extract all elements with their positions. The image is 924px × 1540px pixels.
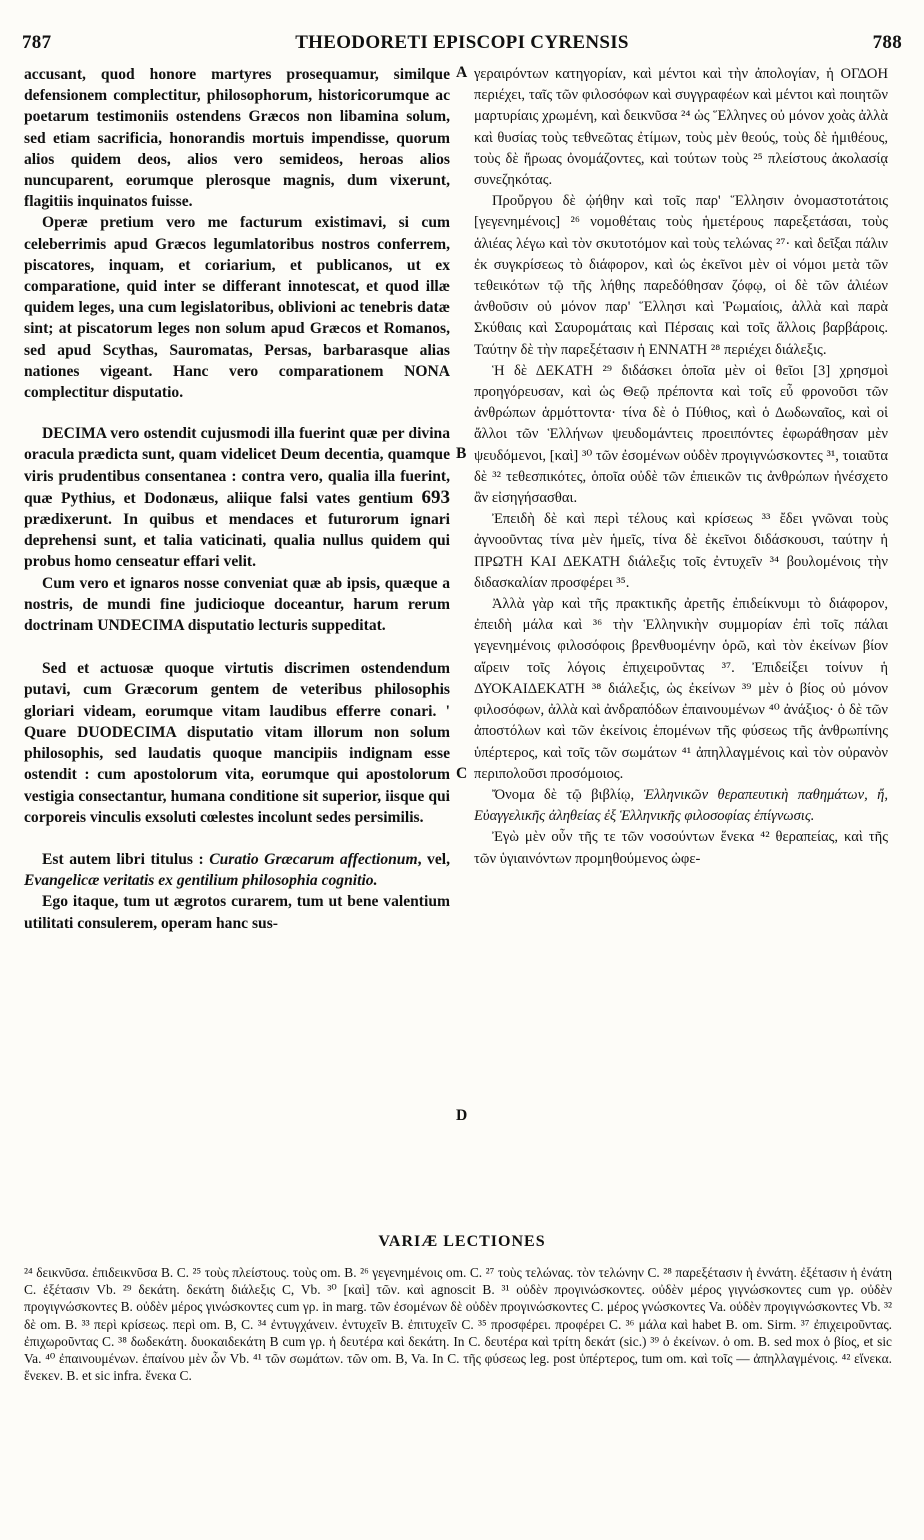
- latin-column: [24, 64, 450, 934]
- latin-paragraph: Sed et actuosæ quoque virtutis discrimen ostendendum putavi, cum Græcorum gentem de veteribus philosophis gloriari videam, eorumque vitam laudibus efferre conari. ' Quare DUODECIMA disputatio vitam illorum non solum philosophis, sed laudatis quoque mancipiis indignam esse ostendit : cum apostolorum vita, eorumque qui apostolorum vestigia consectantur, humana conditione sit superior, iisque qui corporeis vinculis exsoluti cœlestes incolunt sedes persimilis.: [24, 660, 450, 826]
- margin-marker-c: C: [456, 765, 468, 782]
- latin-text: , vel,: [417, 850, 450, 868]
- greek-paragraph: Ἐπειδὴ δὲ καὶ περὶ τέλους καὶ κρίσεως ³³ ἔδει γνῶναι τοὺς ἀγνοοῦντας τίνα μὲν ἡμεῖς, τίνα δὲ ἐκεῖνοι διδάσκουσι, ταύτην ἡ ΠΡΩΤΗ ΚΑΙ ΔΕΚΑΤΗ διάλεξις τοῖς ἐντυχεῖν ³⁴ βουλομένοις τὴν διδασκαλίαν προσφέρει ³⁵.: [474, 511, 888, 591]
- running-title: THEODORETI EPISCOPI CYRENSIS: [295, 32, 629, 53]
- latin-paragraph: Ego itaque, tum ut ægrotos curarem, tum ut bene valentium utilitati consulerem, operam hanc sus-: [24, 893, 450, 932]
- latin-paragraph: Cum vero et ignaros nosse conveniat quæ ab ipsis, quæque a nostris, de mundi fine judicioque doceantur, harum rerum doctrinam UNDECIMA disputatio lecturis suppeditat.: [24, 574, 450, 635]
- latin-text: DECIMA vero ostendit cujusmodi illa fuerint quæ per divina oracula prædicta sunt, quam videlicet Deum decentia, quamque viris prudentibus consentanea : contra vero, qualia illa fuerint, quæ Pythius, et Dodonæus, aliique falsi vates gentium: [24, 425, 450, 507]
- margin-marker-a: A: [456, 64, 468, 81]
- page-number-right: 788: [872, 32, 902, 53]
- column-number: 693: [421, 486, 450, 508]
- running-header: [22, 32, 902, 60]
- latin-paragraph: [24, 849, 450, 891]
- variae-lectiones-heading: VARIÆ LECTIONES: [378, 1233, 546, 1250]
- greek-paragraph: Ἡ δὲ ΔΕΚΑΤΗ ²⁹ διδάσκει ὁποῖα μὲν οἱ θεῖοι [3] χρησμοὶ προηγόρευσαν, καὶ ὡς Θεῷ πρέποντα καὶ τοῖς εὖ φρονοῦσι τῶν ἀνθρώπων ἁρμόττοντα· τίνα δὲ ὁ Πύθιος, καὶ ὁ Δωδωναῖος, καὶ οἱ ἄλλοι τῶν Ἑλλήνων ψευδομάντεις προειπόντες ἐφωράθησαν μὲν ψευδόμενοι, [καὶ] ³⁰ τῶν ἐσομένων οὐδὲν προγιγνώσκοντες ³¹, τοιαῦτα δὲ ³² τεθεσπικότες, ὁποῖα οὐδὲ τῶν ἐπιεικῶν τις ἀνθρώπων ἠνέσχετο ἂν εἰσηγήσασθαι.: [474, 362, 888, 507]
- page-number-left: 787: [22, 32, 52, 53]
- greek-text: Ὄνομα δὲ τῷ βιβλίῳ,: [492, 786, 644, 803]
- greek-paragraph: γεραιρόντων κατηγορίαν, καὶ μέντοι καὶ τὴν ἀπολογίαν, ἡ ΟΓΔΟΗ περιέχει, ταῖς τῶν φιλοσόφων καὶ συγγραφέων καὶ μέντοι καὶ ποιητῶν μαρτυρίαις χρωμένη, καὶ δεικνῦσα ²⁴ ὡς Ἕλληνες οὐ μόνον χοὰς ἀλλὰ καὶ θυσίας τοὺς τεθνεῶτας ἐτίμων, τοὺς μὲν θεούς, τοὺς δὲ ἡμιθέους, τοὺς δὲ ἥρωας ὀνομάζοντες, καὶ τούτων τοὺς ²⁵ πλείστους ἀκολασίᾳ συνεζηκότας.: [474, 66, 888, 189]
- book-title-greek: Ἑλληνικῶν θεραπευτικὴ παθημάτων, ἤ, Εὐαγγελικῆς ἀληθείας ἐξ Ἑλληνικῆς φιλοσοφίας ἐπίγνωσις.: [474, 786, 888, 825]
- greek-column: [474, 64, 888, 870]
- latin-text: prædixerunt. In quibus et mendaces et futurorum ignari deprehensi sunt, et talia vaticinati, qualia nullus quidem qui probus homo censeatur effari velit.: [24, 511, 450, 571]
- greek-paragraph: [474, 785, 888, 827]
- margin-marker-d: D: [456, 1107, 468, 1124]
- greek-paragraph: Ἐγὼ μὲν οὖν τῆς τε τῶν νοσούντων ἕνεκα ⁴² θεραπείας, καὶ τῆς τῶν ὑγιαινόντων προμηθούμενος ὠφε-: [474, 829, 888, 867]
- variae-lectiones-notes: ²⁴ δεικνῦσα. ἐπιδεικνῦσα B. C. ²⁵ τοὺς πλείστους. τοὺς om. B. ²⁶ γεγενημένοις om. C. ²⁷ τοὺς τελώνας. τὸν τελώνην C. ²⁸ παρεξέτασιν ἡ ἐννάτη. ἐξέτασιν ἡ ἐνάτη C. ἐξέτασιν Vb. ²⁹ δεκάτη. δεκάτη διάλεξις C, Vb. ³⁰ [καὶ] τῶν. καὶ agnoscit B. ³¹ οὐδὲν προγινώσκοντες. οὐδὲν μέρος γιγνώσκοντες cum γρ. οὐδὲν προγιγνώσκοντες B. οὐδὲν μέρος γινώσκοντες cum γρ. in marg. τῶν ἐσομένων δὲ οὐδὲν προγινώσκοντες C. μέρος γνώσκοντες Va. οὐδὲν προγιγνώσκοντες Vb. ³² δὲ om. B. ³³ περὶ κρίσεως. περὶ om. B, C. ³⁴ ἐντυγχάνειν. ἐντυχεῖν B. ἐπιτυχεῖν C. ³⁵ προσφέρει. προφέρει C. ³⁶ μάλα καὶ habet B. om. Sirm. ³⁷ ἐπιχειροῦντας. ἐπιχωροῦντας C. ³⁸ δωδεκάτη. δυοκαιδεκάτη B cum γρ. ἡ δευτέρα καὶ δεκάτη. In C. δευτέρα καὶ τρίτη δεκάτ (sic.) ³⁹ ὁ ἐκείνων. ὁ om. B. sed mox ὁ βίος, et sic Va. ⁴⁰ ἐπαινουμένων. ἐπαίνου μὲν ὧν Vb. ⁴¹ τῶν σωμάτων. τῶν om. B, Va. In C. τῆς φύσεως leg. post ὑπέρτερος, tum om. καὶ τοῖς — ἀπηλλαγμένοις. ⁴² εἵνεκα. ἕνεκεν. B. et sic infra. ἕνεκα C.: [24, 1265, 892, 1384]
- latin-text: Est autem libri titulus :: [42, 850, 210, 868]
- book-title-latin: Curatio Græcarum affectionum: [209, 850, 418, 868]
- greek-paragraph: Προὔργου δὲ ᾠήθην καὶ τοῖς παρ' Ἕλλησιν ὀνομαστοτάτοις [γεγενημένοις] ²⁶ νομοθέταις τοὺς ἡμετέρους παρεξετάσαι, τοὺς ἁλιέας λέγω καὶ τὸν σκυτοτόμον καὶ τοὺς τελώνας ²⁷· καὶ δεῖξαι πάλιν ἐκ συγκρίσεως τὸ διάφορον, καὶ ὡς ἐκεῖνοι μὲν οἱ νόμοι μετὰ τῶν τεθεικότων τῷ τῆς λήθης παρεδόθησαν ζόφῳ, οἱ δὲ τῶν ἁλιέων ἀνθοῦσιν οὐ μόνον παρ' Ἕλλησι καὶ Ῥωμαίοις, ἀλλὰ καὶ παρὰ Σκύθαις καὶ Σαυρομάταις καὶ Πέρσαις καὶ τοῖς ἄλλοις βαρβάροις. Ταύτην δὲ τὴν παρεξέτασιν ἡ ΕΝΝΑΤΗ ²⁸ περιέχει διάλεξις.: [474, 193, 888, 358]
- latin-paragraph: [24, 423, 450, 572]
- latin-paragraph: Operæ pretium vero me facturum existimavi, si cum celeberrimis apud Græcos legumlatoribus nostros conferrem, piscatores, inquam, et coriarium, et publicanos, ut ex comparatione, quid inter se differant innotescat, et quod illæ quidem leges, una cum legislatoribus, oblivioni ac tenebris datæ sint; at piscatorum leges non solum apud Græcos et Romanos, sed apud Scythas, Sauromatas, Persas, barbarasque alias nationes vigeant. Hanc vero comparationem NONA complectitur disputatio.: [24, 214, 450, 402]
- latin-paragraph: accusant, quod honore martyres prosequamur, similque defensionem complectitur, philosophorum, historicorumque ac poetarum testimoniis ostendens Græcos non libamina solum, sed etiam sacrificia, honorandis mortuis impendisse, quorum alios quidem deos, alios vero semideos, heroas alios nuncuparent, eorumque plerosque magnis, dum vixerunt, flagitiis inquinatos fuisse.: [24, 66, 450, 211]
- greek-paragraph: Ἀλλὰ γὰρ καὶ τῆς πρακτικῆς ἀρετῆς ἐπιδείκνυμι τὸ διάφορον, ἐπειδὴ μάλα καὶ ³⁶ τὴν Ἑλληνικὴν συμμορίαν ἐπὶ τοῖς πάλαι γεγενημένοις φιλοσόφοις βρενθυομένην ὁρῶ, καὶ τὸν ἐκείνων βίον αἴρειν τοῖς λόγοις ἐπιχειροῦντας ³⁷. Ἐπιδείξει τοίνυν ἡ ΔΥΟΚΑΙΔΕΚΑΤΗ ³⁸ διάλεξις, ὡς ἐκείνων ³⁹ μὲν ὁ βίος οὐ μόνον φιλοσόφων, ἀλλὰ καὶ ἀνδραπόδων ἐπαινουμένων ⁴⁰ ἀνάξιος· ὁ δὲ τῶν ἀποστόλων καὶ τῶν ἐκείνοις ἑπομένων τῆς φύσεως τῆς ἀνθρωπίνης ὑπέρτερος, καὶ τοῖς τῶν σωμάτων ⁴¹ ἀπηλλαγμένοις καὶ τὸν οὐρανὸν περιπολοῦσι προσόμοιος.: [474, 596, 888, 782]
- margin-marker-b: B: [456, 445, 467, 462]
- book-title-latin-alt: Evangelicæ veritatis ex gentilium philosophia cognitio.: [24, 872, 378, 890]
